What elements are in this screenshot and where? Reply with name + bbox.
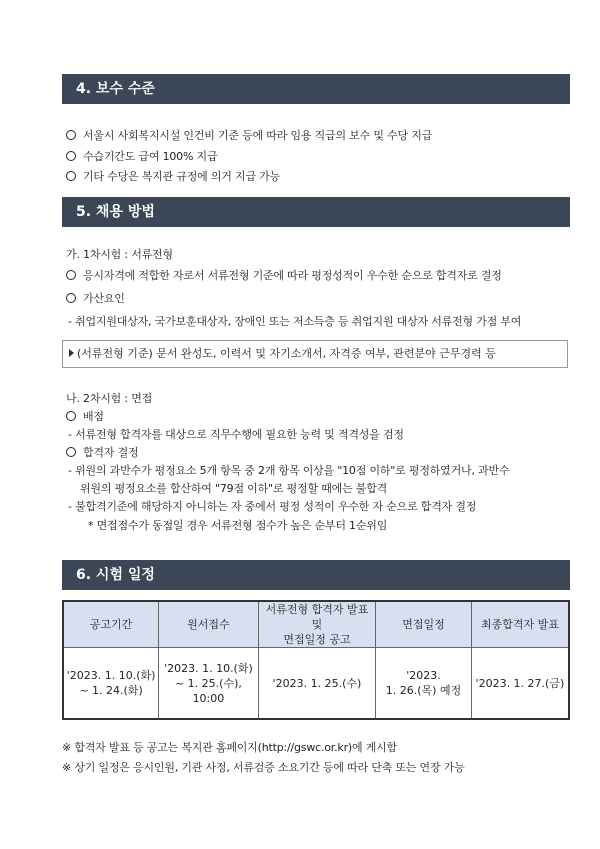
table-header-cell: 공고기간 (63, 601, 159, 648)
circle-bullet-icon (66, 270, 76, 280)
subheading-first-exam: 가. 1차시험 : 서류전형 (66, 248, 173, 261)
dash-item: - 위원의 과반수가 평정요소 5개 항목 중 2개 항목 이상을 "10점 이하"로 평정하였거나, 과반수 (68, 464, 510, 477)
table-header-cell: 면접일정 (376, 601, 472, 648)
list-item: 가산요인 (66, 290, 125, 306)
circle-bullet-icon (66, 293, 76, 303)
table-cell: '2023. 1. 25.(수) (258, 648, 375, 720)
table-header-cell: 원서접수 (159, 601, 259, 648)
schedule-table (62, 600, 570, 720)
footnote: ※ 상기 일정은 응시인원, 기관 사정, 서류검증 소요기간 등에 따라 단축 또는 연장 가능 (62, 761, 465, 774)
list-item: 합격자 결정 (66, 444, 138, 460)
table-cell: '2023. 1. 27.(금) (471, 648, 569, 720)
list-item: 수습기간도 급여 100% 지급 (66, 148, 217, 164)
table-header-cell: 최종합격자 발표 (471, 601, 569, 648)
list-item: 배점 (66, 408, 104, 424)
dash-item: - 서류전형 합격자를 대상으로 직무수행에 필요한 능력 및 적격성을 검정 (68, 428, 404, 441)
triangle-marker-icon (69, 349, 74, 357)
criteria-note-box: (서류전형 기준) 문서 완성도, 이력서 및 자기소개서, 자격증 여부, 관련분야 근무경력 등 (62, 340, 568, 368)
table-cell: '2023. 1. 26.(목) 예정 (376, 648, 472, 720)
table-header-row (63, 601, 569, 648)
list-item: 기타 수당은 복지관 규정에 의거 지급 가능 (66, 168, 280, 184)
list-item: 서울시 사회복지시설 인건비 기준 등에 따라 임용 직급의 보수 및 수당 지급 (66, 127, 432, 143)
table-row (63, 648, 569, 720)
circle-bullet-icon (66, 130, 76, 140)
circle-bullet-icon (66, 171, 76, 181)
table-cell: '2023. 1. 10.(화) ~ 1. 25.(수), 10:00 (159, 648, 259, 720)
table-header-cell: 서류전형 합격자 발표 및 면접일정 공고 (258, 601, 375, 648)
circle-bullet-icon (66, 151, 76, 161)
circle-bullet-icon (66, 447, 76, 457)
section-6-header: 6. 시험 일정 (62, 560, 570, 590)
star-note: * 면접점수가 동점일 경우 서류전형 점수가 높은 순부터 1순위임 (88, 519, 388, 532)
table-cell: '2023. 1. 10.(화) ~ 1. 24.(화) (63, 648, 159, 720)
dash-item: - 취업지원대상자, 국가보훈대상자, 장애인 또는 저소득층 등 취업지원 대상자 서류전형 가점 부여 (68, 315, 522, 328)
circle-bullet-icon (66, 411, 76, 421)
list-item: 응시자격에 적합한 자로서 서류전형 기준에 따라 평정성적이 우수한 순으로 합격자로 결정 (66, 267, 502, 283)
dash-item: - 불합격기준에 해당하지 아니하는 자 중에서 평정 성적이 우수한 자 순으로 합격자 결정 (68, 500, 477, 513)
section-4-header: 4. 보수 수준 (62, 74, 570, 104)
subheading-second-exam: 나. 2차시험 : 면접 (66, 392, 153, 405)
footnote: ※ 합격자 발표 등 공고는 복지관 홈페이지(http://gswc.or.kr)에 게시함 (62, 741, 397, 754)
dash-item-continued: 위원의 평정요소를 합산하여 "79점 이하"로 평정할 때에는 불합격 (80, 482, 388, 495)
section-5-header: 5. 채용 방법 (62, 197, 570, 227)
